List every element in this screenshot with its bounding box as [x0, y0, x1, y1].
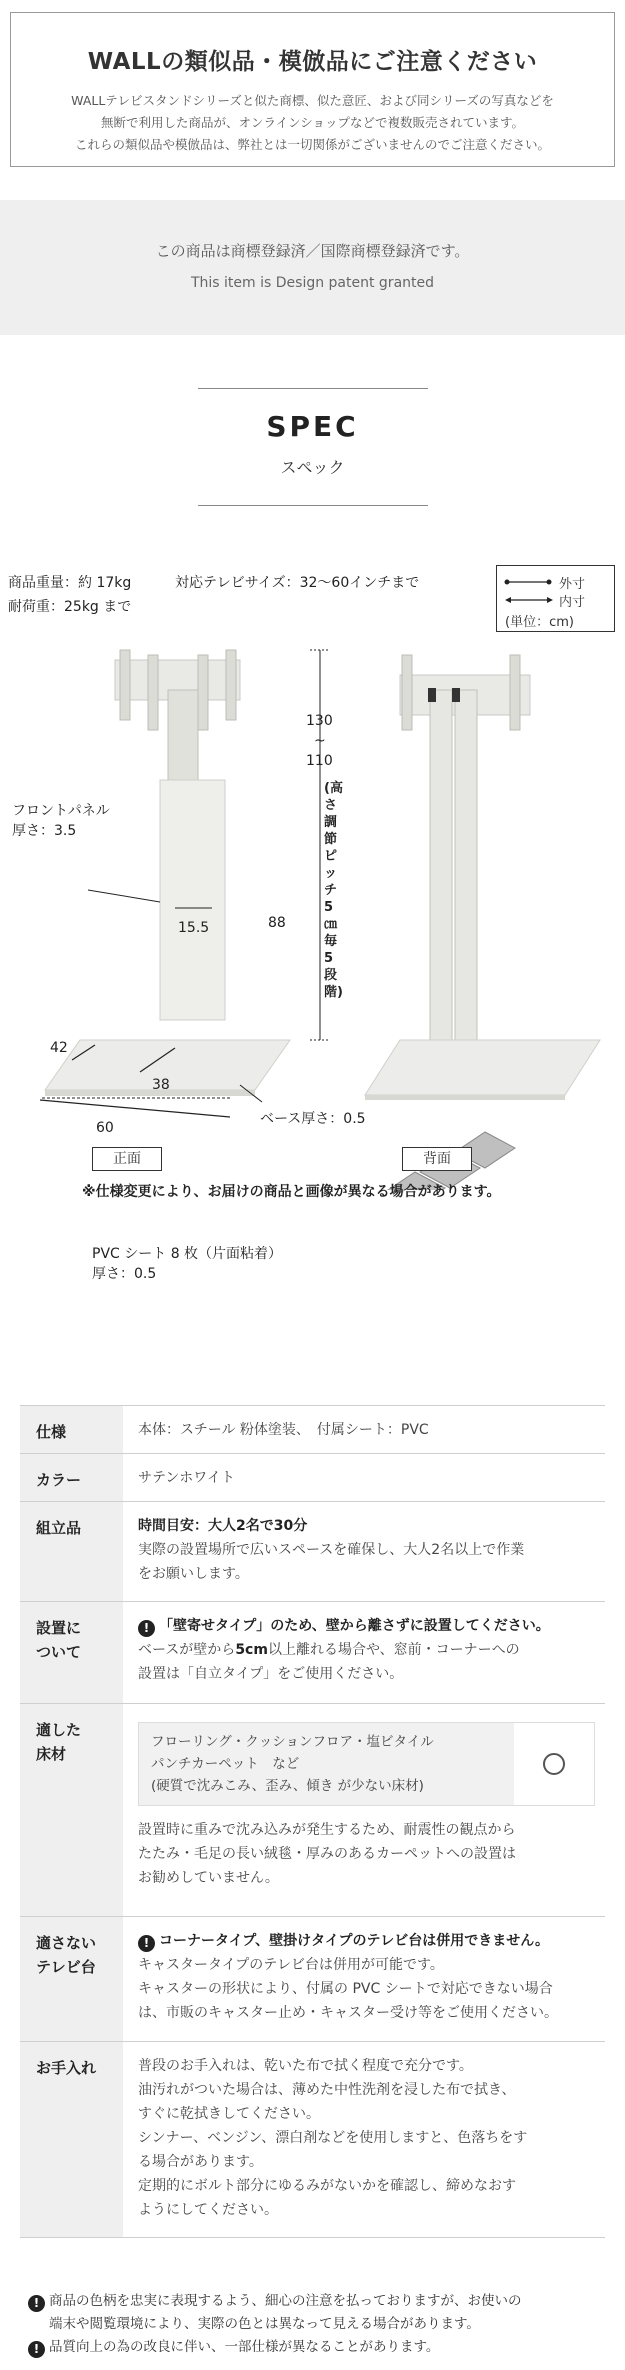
table-row: [20, 1405, 605, 1453]
floor-type-3: (硬質で沈みこみ、歪み、傾き が少ない床材): [151, 1778, 424, 1794]
product-dimension-drawing: [0, 620, 625, 1190]
row-header: 組立品: [20, 1502, 123, 1601]
row-value: [123, 2042, 605, 2237]
assembly-time: 時間目安：大人2名で30分: [138, 1518, 308, 1534]
front-panel-thickness: 厚さ：3.5: [12, 823, 77, 839]
row-header: [20, 1917, 123, 2041]
base-depth: 42: [50, 1040, 68, 1056]
patent-text-en: This item is Design patent granted: [190, 275, 435, 291]
height-top: 130: [306, 713, 333, 729]
circle-ok-icon: [543, 1753, 565, 1775]
suitable-floor-box: [138, 1722, 595, 1806]
assembly-note-1: 実際の設置場所で広いスペースを確保し、大人2名以上で作業: [138, 1542, 525, 1558]
base-width: 60: [96, 1120, 114, 1136]
patent-text-jp: この商品は商標登録済／国際商標登録済です。: [155, 242, 470, 260]
spec-change-note: ※仕様変更により、お届けの商品と画像が異なる場合があります。: [82, 1184, 501, 1200]
row-value: サテンホワイト: [138, 1470, 235, 1486]
table-row: [20, 2041, 605, 2238]
spec-divider-top: [198, 388, 428, 389]
legend-unit: (単位：cm): [505, 615, 574, 630]
floor-header-1: 適した: [36, 1721, 82, 1739]
load-label: 耐荷重：25kg まで: [8, 599, 132, 615]
table-row: [20, 1501, 605, 1601]
floor-note-1: 設置時に重みで沈み込みが発生するため、耐震性の観点から: [138, 1822, 516, 1838]
base-inner: 38: [152, 1077, 170, 1093]
pvc-label: PVC シート 8 枚（片面粘着）: [92, 1246, 283, 1262]
install-header-1: 設置に: [36, 1619, 82, 1637]
table-row: [20, 1916, 605, 2041]
tvstand-header-2: テレビ台: [36, 1958, 96, 1976]
spec-title: SPEC: [266, 410, 359, 443]
tvstand-note-3: は、市販のキャスター止め・キャスター受け等をご使用ください。: [138, 2005, 558, 2021]
back-view-stand: [365, 655, 600, 1100]
care-note-7: ようにしてください。: [138, 2202, 278, 2218]
height-tilde: ~: [314, 733, 326, 749]
spec-table: [20, 1405, 605, 2238]
spec-divider-bottom: [198, 505, 428, 506]
notice-line: WALLテレビスタンドシリーズと似た商標、似た意匠、および同シリーズの写真などを: [71, 93, 554, 108]
warning-icon: !: [28, 2341, 45, 2358]
notice-line: 無断で利用した商品が、オンラインショップなどで複数販売されています。: [100, 115, 525, 130]
floor-note-3: お勧めしていません。: [138, 1870, 279, 1886]
imitation-notice: [10, 12, 615, 167]
spec-subtitle: スペック: [280, 458, 345, 477]
row-value: [123, 1602, 605, 1703]
base-thickness: ベース厚さ：0.5: [260, 1111, 366, 1127]
install-note-1b: 5cm: [235, 1642, 268, 1658]
floor-type-1: フローリング・クッションフロア・塩ビタイル: [151, 1734, 434, 1750]
warning-icon: !: [138, 1620, 155, 1637]
care-note-4: シンナー、ベンジン、漂白剤などを使用しますと、色落ちをす: [138, 2130, 528, 2146]
floor-note-2: たたみ・毛足の長い絨毯・厚みのあるカーペットへの設置は: [138, 1846, 516, 1862]
row-value: [123, 1704, 605, 1916]
footer-line-1: 商品の色柄を忠実に表現するよう、細心の注意を払っておりますが、お使いの: [49, 2293, 522, 2309]
row-value: [123, 1502, 605, 1601]
notice-line: これらの類似品や模倣品は、弊社とは一切関係がございませんのでご注意ください。: [74, 137, 550, 152]
floor-header-2: 床材: [36, 1745, 67, 1763]
footer-line-2: 端末や閲覧環境により、実際の色とは異なって見える場合があります。: [49, 2316, 480, 2332]
row-header: お手入れ: [20, 2042, 123, 2237]
tvstand-warning: コーナータイプ、壁掛けタイプのテレビ台は併用できません。: [159, 1933, 550, 1949]
assembly-note-2: をお願いします。: [138, 1566, 249, 1582]
footer-line-3: 品質向上の為の改良に伴い、一部仕様が異なることがあります。: [49, 2339, 440, 2355]
warning-icon: !: [138, 1935, 155, 1952]
legend-inner: 内寸: [559, 595, 586, 610]
table-row: [20, 1703, 605, 1916]
row-header: カラー: [20, 1454, 123, 1501]
row-header: [20, 1704, 123, 1916]
care-note-6: 定期的にボルト部分にゆるみがないかを確認し、締めなおす: [138, 2178, 516, 2194]
table-row: [20, 1601, 605, 1703]
height-bottom: 110: [306, 753, 333, 769]
front-view-stand: [45, 650, 290, 1096]
tv-size-label: 対応テレビサイズ：32～60インチまで: [175, 575, 420, 591]
care-note-1: 普段のお手入れは、乾いた布で拭く程度で充分です。: [138, 2058, 473, 2074]
footer-notes: [28, 2290, 522, 2359]
table-row: [20, 1453, 605, 1501]
notice-title: WALLの類似品・模倣品にご注意ください: [87, 49, 538, 75]
front-view-label: 正面: [92, 1147, 162, 1171]
front-panel-label: フロントパネル: [12, 803, 110, 819]
row-value: [123, 1917, 605, 2041]
tvstand-note-2: キャスターの形状により、付属の PVC シートで対応できない場合: [138, 1981, 553, 1997]
install-note-2: 設置は「自立タイプ」をご使用ください。: [138, 1666, 404, 1682]
row-header: 仕様: [20, 1406, 123, 1453]
floor-type-2: パンチカーペット など: [151, 1756, 300, 1772]
tvstand-note-1: キャスタータイプのテレビ台は併用が可能です。: [138, 1957, 444, 1973]
install-note-1a: ベースが壁から: [138, 1642, 236, 1658]
warning-icon: !: [28, 2295, 45, 2312]
row-value: 本体：スチール 粉体塗装、 付属シート：PVC: [138, 1422, 429, 1438]
column-height: 88: [268, 915, 286, 931]
install-warning: 「壁寄せタイプ」のため、壁から離さずに設置してください。: [159, 1618, 550, 1634]
tvstand-header-1: 適さない: [36, 1934, 97, 1952]
back-view-label: 背面: [402, 1147, 472, 1171]
pitch-note: (高さ調節ピッチ5㎝毎5段階): [324, 781, 343, 1000]
install-note-1c: 以上離れる場合や、窓前・コーナーへの: [267, 1642, 520, 1658]
patent-banner: [0, 200, 625, 335]
row-header: [20, 1602, 123, 1703]
install-header-2: ついて: [36, 1643, 82, 1661]
panel-width: 15.5: [178, 920, 210, 936]
care-note-3: すぐに乾拭きしてください。: [138, 2106, 320, 2122]
care-note-5: る場合があります。: [138, 2154, 263, 2170]
care-note-2: 油汚れがついた場合は、薄めた中性洗剤を浸した布で拭き、: [138, 2082, 516, 2098]
weight-label: 商品重量：約 17kg: [8, 575, 132, 591]
pvc-thickness: 厚さ：0.5: [92, 1266, 157, 1282]
legend-outer: 外寸: [559, 577, 586, 592]
